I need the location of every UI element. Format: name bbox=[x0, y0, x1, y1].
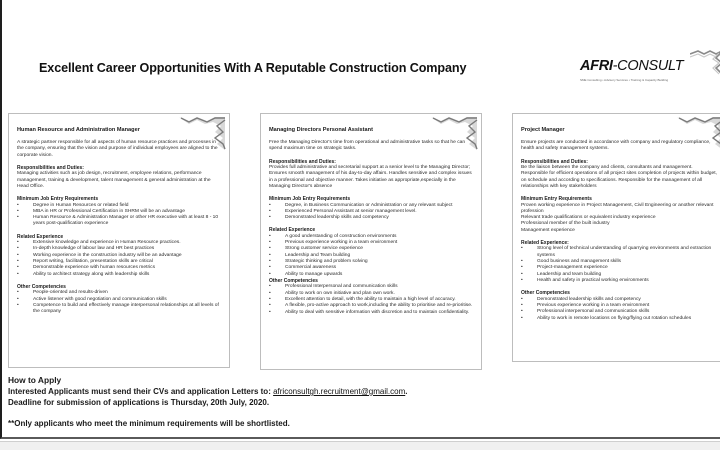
company-logo bbox=[580, 50, 720, 90]
experience-list bbox=[17, 240, 221, 278]
apply-instructions: Interested Applicants must send their CVs and application Letters to: africonsultgh.recruitment@gmail.com. bbox=[8, 387, 408, 396]
experience-heading: Related Experience bbox=[17, 233, 64, 240]
zigzag-pattern-icon bbox=[179, 116, 227, 152]
competencies-heading: Other Competencies bbox=[521, 290, 570, 297]
experience-heading: Related Experience bbox=[269, 227, 316, 234]
job-title: Human Resource and Administration Manager bbox=[17, 127, 140, 133]
logo-tagline: SME Consulting • Advisory Services • Training & Capacity Building bbox=[580, 78, 669, 82]
list-item: • Extensive knowledge and experience in Human Resource practices. bbox=[17, 240, 221, 246]
job-summary: Ensure projects are conducted in accordance with company and regulatory compliance, health and safety management systems. bbox=[521, 140, 711, 152]
deadline-text: Deadline for submission of applications is Thursday, 20th July, 2020. bbox=[8, 398, 270, 407]
responsibilities-heading: Responsibilities and Duties: bbox=[521, 158, 588, 165]
responsibilities-text: Be the liaison between the company and clients, consultants and management. Responsible for efficient operations of all project sites completion of projects within budget, on schedule and according to specifications. Responsible for the management of all relationships with key stakeholders bbox=[521, 165, 717, 189]
list-item: • Ability to deal with sensitive information with discretion and to maintain confidentiality. bbox=[269, 310, 473, 316]
list-item: • Excellent attention to detail, with the ability to maintain a high level of accuracy. bbox=[269, 297, 473, 303]
requirements-list bbox=[17, 203, 221, 228]
zigzag-pattern-icon bbox=[677, 116, 720, 152]
list-item: • Leadership and Team building bbox=[269, 253, 473, 259]
page-bottom-strip bbox=[0, 441, 720, 450]
list-item: • Previous experience working in a team environment bbox=[521, 303, 719, 309]
competencies-heading: Other Competencies bbox=[269, 277, 318, 284]
shortlist-note: **Only applicants who meet the minimum requirements will be shortlisted. bbox=[8, 419, 290, 428]
requirements-heading: Minimum Job Entry Requirements bbox=[269, 196, 351, 203]
job-summary: A strategic partner responsible for all aspects of human resource practices and processes in the company, ensuring that the vision and purpose of individual employees are aligned to the corporate vision. bbox=[17, 140, 218, 158]
list-item: • Demonstrable experience with human resources metrics bbox=[17, 265, 221, 271]
list-item: • Human Resource & Administration Manager or other HR executive with at least 8 - 10 years post-qualification experience bbox=[17, 215, 221, 228]
list-item: • Report writing, facilitation, presentation skills are critical bbox=[17, 259, 221, 265]
responsibilities-text: Provides full administrative and secretarial support at a senior level to the Managing Director; Ensures smooth management of his day-to-day affairs. Handles sensitive and complex issues in a professional and objective manner. Takes initiative as appropriate,especially in the Managing Director's absence bbox=[269, 165, 472, 189]
responsibilities-text: Managing activities such as job design, recruitment, employee relations, performance management, training & development, talent management & general administration at the Head Office. bbox=[17, 171, 211, 189]
list-item: • People-oriented and results-driven bbox=[17, 290, 221, 296]
list-item: • A good understanding of construction environments bbox=[269, 234, 473, 240]
list-item: • Experienced Personal Assistant at senior management level. bbox=[269, 209, 473, 215]
how-to-apply-section bbox=[8, 375, 708, 429]
list-item: • Demonstrated leadership skills and competency bbox=[269, 215, 473, 221]
list-item: • Professional Interpersonal and communication skills bbox=[269, 284, 473, 290]
list-item: • Competence to build and effectively manage interpersonal relationships at all levels of the company bbox=[17, 303, 221, 316]
list-item: • Ability to work on own initiative and plan own work. bbox=[269, 291, 473, 297]
requirements-line: Relevant trade qualifications or equivalent industry experience bbox=[521, 215, 656, 221]
job-card-project-manager bbox=[512, 113, 720, 362]
job-card-md-personal-assistant bbox=[260, 113, 482, 370]
list-item: • Strong level of technical understanding of quarrying environments and extraction systems bbox=[521, 246, 719, 259]
list-item: • In-depth knowledge of labour law and HR best practices bbox=[17, 246, 221, 252]
competencies-list bbox=[17, 290, 221, 315]
list-item: • Demonstrated leadership skills and competency bbox=[521, 297, 719, 303]
requirements-heading: Minimum Job Entry Requirements bbox=[17, 196, 99, 203]
list-item: • Ability to architect strategy along with leadership skills bbox=[17, 272, 221, 278]
experience-list bbox=[269, 234, 473, 278]
list-item: • Good business and management skills bbox=[521, 259, 719, 265]
job-summary: Free the Managing Director's time from operational and administrative tasks so that he can spend maximum time on strategic tasks. bbox=[269, 140, 466, 152]
competencies-list bbox=[269, 284, 473, 315]
list-item: • Active listener with good negotiation and communication skills bbox=[17, 297, 221, 303]
list-item: • Strong customer service experience bbox=[269, 246, 473, 252]
requirements-line: Proven working experience in Project Management, Civil Engineering or another relevant profession bbox=[521, 202, 714, 214]
experience-list bbox=[521, 246, 719, 284]
list-item: • Degree, in Business Communication or Administration or any relevant subject bbox=[269, 203, 473, 209]
how-to-apply-heading: How to Apply bbox=[8, 375, 62, 385]
list-item: • A flexible, pro-active approach to work,including the ability to prioritise and re-prioritise. bbox=[269, 303, 473, 309]
list-item: • Ability to manage upwards bbox=[269, 272, 473, 278]
logo-wordmark: AFRI-CONSULT bbox=[580, 58, 684, 74]
list-item: • Ability to work in remote locations on flying/flying out rotation schedules bbox=[521, 316, 719, 322]
requirements-heading: Minimum Entry Requirements bbox=[521, 196, 592, 203]
requirements-line: Professional member of the built industry bbox=[521, 221, 610, 227]
competencies-list bbox=[521, 297, 719, 322]
job-title: Managing Directors Personal Assistant bbox=[269, 127, 373, 133]
responsibilities-heading: Responsibilities and Duties: bbox=[269, 158, 336, 165]
list-item: • Degree in Human Resources or related field bbox=[17, 203, 221, 209]
requirements-line: Management experience bbox=[521, 227, 575, 233]
competencies-heading: Other Competencies bbox=[17, 283, 66, 290]
list-item: • Working experience in the construction industry will be an advantage bbox=[17, 253, 221, 259]
list-item: • Leadership and team building bbox=[521, 272, 719, 278]
list-item: • Strategic thinking and problem solving bbox=[269, 259, 473, 265]
recruitment-email-link[interactable]: africonsultgh.recruitment@gmail.com bbox=[273, 387, 406, 396]
list-item: • Commercial awareness bbox=[269, 265, 473, 271]
list-item: • Health and safety in practical working environments bbox=[521, 278, 719, 284]
zigzag-pattern-icon bbox=[690, 50, 720, 76]
job-title: Project Manager bbox=[521, 127, 565, 133]
list-item: • Previous experience working in a team environment bbox=[269, 240, 473, 246]
responsibilities-heading: Responsibilities and Duties: bbox=[17, 164, 84, 171]
job-card-hr-manager bbox=[8, 113, 230, 368]
list-item: • Professional interpersonal and communication skills bbox=[521, 309, 719, 315]
list-item: • Project-management experience bbox=[521, 265, 719, 271]
list-item: • MBA in HR or Professional Certification in SHRM will be an advantage bbox=[17, 209, 221, 215]
experience-heading: Related Experience: bbox=[521, 240, 569, 247]
zigzag-pattern-icon bbox=[431, 116, 479, 152]
requirements-list bbox=[269, 203, 473, 222]
page-title: Excellent Career Opportunities With A Reputable Construction Company bbox=[39, 61, 467, 75]
